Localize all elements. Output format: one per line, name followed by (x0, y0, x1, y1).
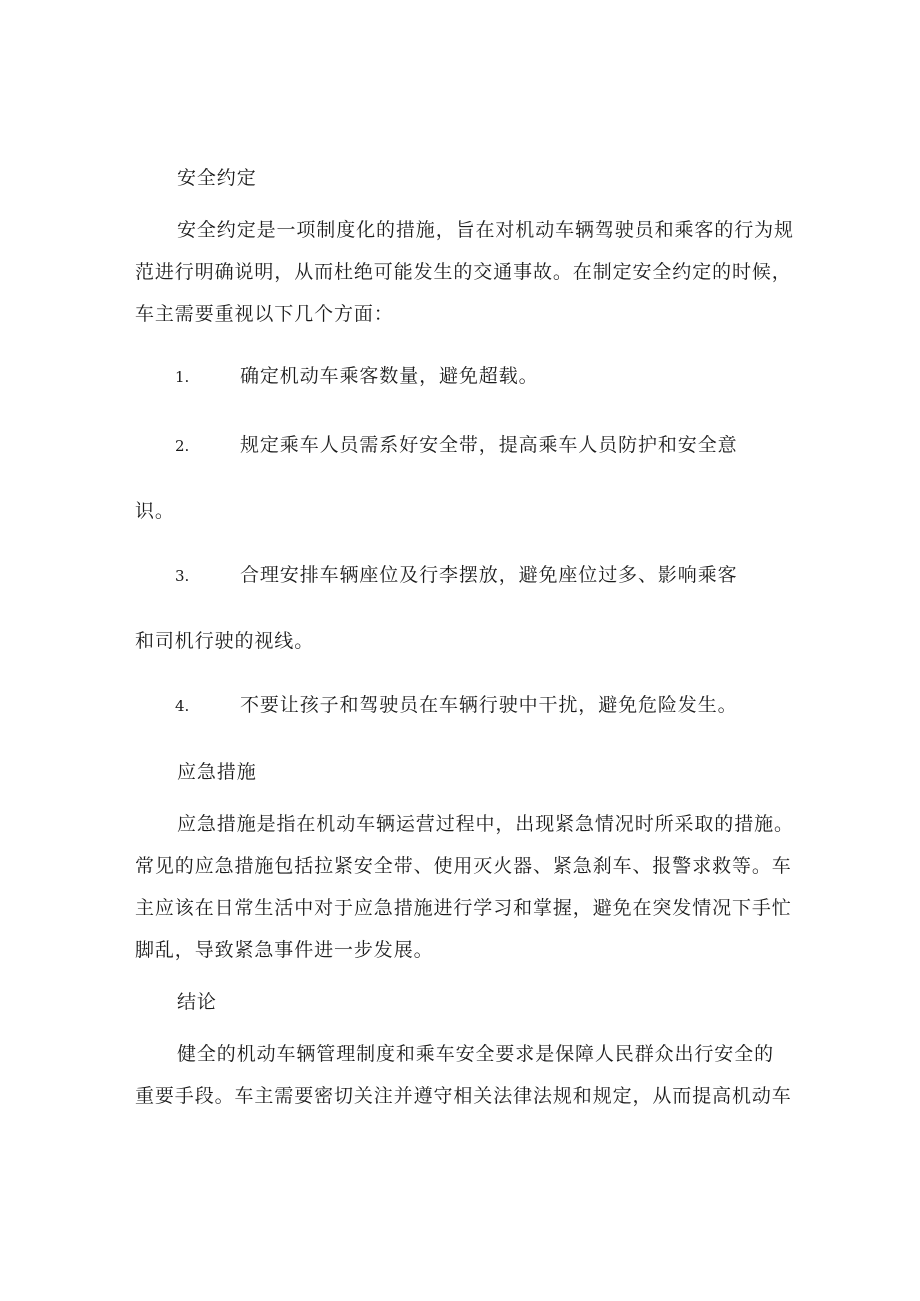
paragraph-line: 重要手段。车主需要密切关注并遵守相关法律法规和规定，从而提高机动车 (135, 1085, 792, 1107)
section-heading-emergency-measures: 应急措施 (177, 761, 257, 783)
list-item-number: 3. (175, 567, 190, 585)
paragraph-line: 主应该在日常生活中对于应急措施进行学习和掌握，避免在突发情况下手忙 (135, 897, 792, 919)
list-item-number: 1. (175, 368, 190, 386)
list-item-continuation: 和司机行驶的视线。 (135, 630, 315, 652)
paragraph-line: 安全约定是一项制度化的措施，旨在对机动车辆驾驶员和乘客的行为规 (177, 219, 794, 241)
list-item-text: 确定机动车乘客数量，避免超载。 (240, 365, 539, 387)
list-item-text: 规定乘车人员需系好安全带，提高乘车人员防护和安全意 (240, 434, 738, 456)
paragraph-line: 常见的应急措施包括拉紧安全带、使用灭火器、紧急刹车、报警求救等。车 (135, 855, 792, 877)
list-item-continuation: 识。 (135, 500, 175, 522)
list-item-number: 2. (175, 437, 190, 455)
paragraph-line: 应急措施是指在机动车辆运营过程中，出现紧急情况时所采取的措施。 (177, 813, 794, 835)
paragraph-line: 脚乱，导致紧急事件进一步发展。 (135, 939, 434, 961)
paragraph-line: 范进行明确说明，从而杜绝可能发生的交通事故。在制定安全约定的时候， (135, 261, 792, 283)
list-item-text: 不要让孩子和驾驶员在车辆行驶中干扰，避免危险发生。 (240, 694, 738, 716)
section-heading-safety-agreement: 安全约定 (177, 167, 257, 189)
section-heading-conclusion: 结论 (177, 991, 217, 1013)
paragraph-line: 车主需要重视以下几个方面： (135, 303, 394, 325)
paragraph-line: 健全的机动车辆管理制度和乘车安全要求是保障人民群众出行安全的 (177, 1043, 775, 1065)
list-item-number: 4. (175, 697, 190, 715)
list-item-text: 合理安排车辆座位及行李摆放，避免座位过多、影响乘客 (240, 564, 738, 586)
